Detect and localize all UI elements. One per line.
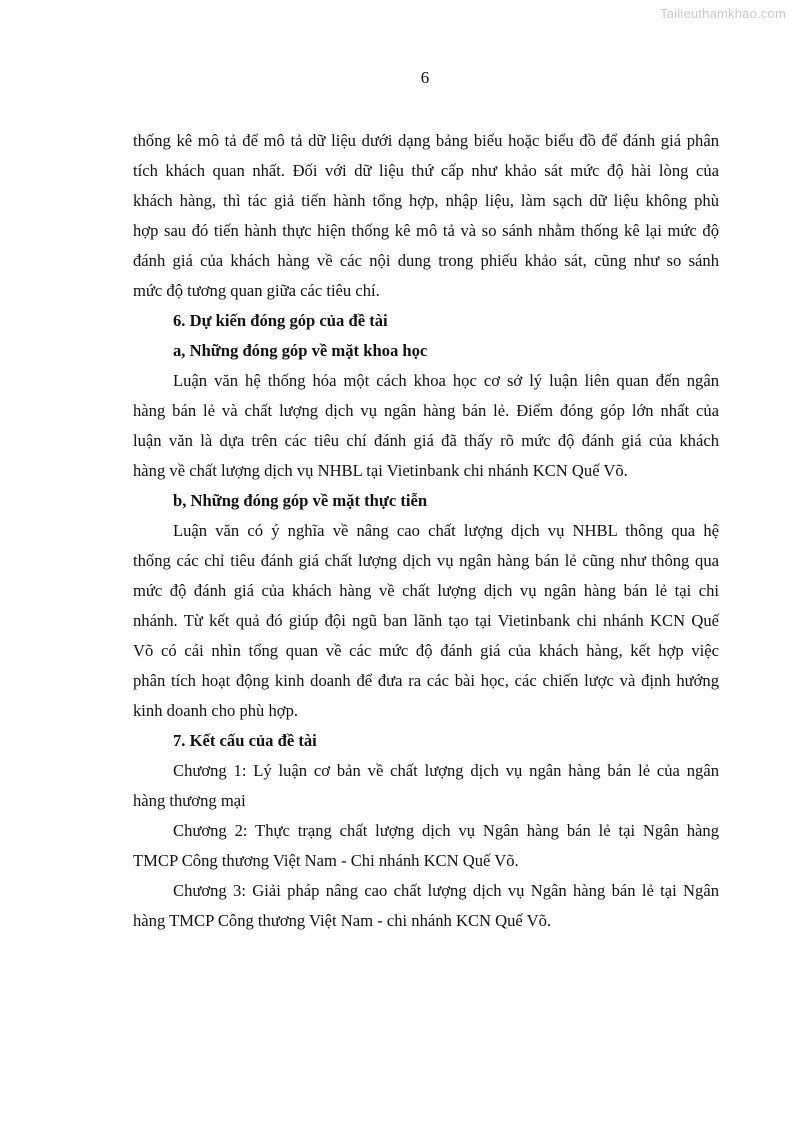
text-line: Luận văn hệ thống hóa một cách khoa học cơ sở lý luận liên quan đến ngân bbox=[173, 371, 719, 390]
text-line: nhánh. Từ kết quả đó giúp đội ngũ ban lãnh tạo tại Vietinbank chi nhánh KCN Quế bbox=[133, 611, 719, 630]
subheading-practical-contribution: b, Những đóng góp về mặt thực tiễn bbox=[173, 491, 428, 510]
text-line: mức độ tương quan giữa các tiêu chí. bbox=[133, 281, 380, 300]
text-line: TMCP Công thương Việt Nam - Chi nhánh KCN Quế Võ. bbox=[133, 851, 519, 870]
document-body bbox=[133, 126, 719, 936]
text-line: hàng thương mại bbox=[133, 791, 246, 810]
text-line: hàng về chất lượng dịch vụ NHBL tại Vietinbank chi nhánh KCN Quế Võ. bbox=[133, 461, 628, 480]
paragraph-methodology bbox=[133, 126, 719, 306]
text-line: Chương 3: Giải pháp nâng cao chất lượng dịch vụ Ngân hàng bán lẻ tại Ngân bbox=[173, 881, 719, 900]
section-heading-7: 7. Kết cấu của đề tài bbox=[173, 731, 317, 750]
chapter-3-description bbox=[133, 876, 719, 936]
text-line: Võ có cái nhìn tổng quan về các mức độ đánh giá của khách hàng, kết hợp việc bbox=[133, 641, 719, 660]
text-line: thống các chỉ tiêu đánh giá chất lượng dịch vụ ngân hàng bán lẻ cũng như thông qua bbox=[133, 551, 719, 570]
subheading-scientific-contribution: a, Những đóng góp về mặt khoa học bbox=[173, 341, 428, 360]
text-line: thống kê mô tả để mô tả dữ liệu dưới dạng bảng biểu hoặc biểu đồ để đánh giá phân bbox=[133, 131, 719, 150]
watermark: Tailieuthamkhao.com bbox=[660, 6, 786, 21]
chapter-2-description bbox=[133, 816, 719, 876]
page-number: 6 bbox=[420, 68, 430, 87]
text-line: khách hàng, thì tác giả tiến hành tổng hợp, nhập liệu, làm sạch dữ liệu không phù bbox=[133, 191, 719, 210]
text-line: kinh doanh cho phù hợp. bbox=[133, 701, 299, 720]
chapter-1-description bbox=[133, 756, 719, 816]
text-line: đánh giá của khách hàng về các nội dung trong phiếu khảo sát, cũng như so sánh bbox=[133, 251, 719, 270]
text-line: mức độ đánh giá của khách hàng về chất lượng dịch vụ ngân hàng bán lẻ tại chi bbox=[133, 581, 719, 600]
text-line: hàng TMCP Công thương Việt Nam - chi nhánh KCN Quế Võ. bbox=[133, 911, 552, 930]
paragraph-practical-contribution bbox=[133, 516, 719, 726]
text-line: tích khách quan nhất. Đối với dữ liệu thứ cấp như khảo sát mức độ hài lòng của bbox=[133, 161, 719, 180]
text-line: luận văn là dựa trên các tiêu chí đánh giá đã thấy rõ mức độ đánh giá của khách bbox=[133, 431, 719, 450]
text-line: hàng bán lẻ và chất lượng dịch vụ ngân hàng bán lẻ. Điểm đóng góp lớn nhất của bbox=[133, 401, 719, 420]
text-line: Luận văn có ý nghĩa về nâng cao chất lượng dịch vụ NHBL thông qua hệ bbox=[173, 521, 719, 540]
text-line: Chương 2: Thực trạng chất lượng dịch vụ Ngân hàng bán lẻ tại Ngân hàng bbox=[173, 821, 719, 840]
paragraph-scientific-contribution bbox=[133, 366, 719, 486]
section-heading-6: 6. Dự kiến đóng góp của đề tài bbox=[173, 311, 388, 330]
text-line: Chương 1: Lý luận cơ bản về chất lượng dịch vụ ngân hàng bán lẻ của ngân bbox=[173, 761, 719, 780]
text-line: hợp sau đó tiến hành thực hiện thống kê mô tả và so sánh nhằm thống kê lại mức độ bbox=[133, 221, 719, 240]
text-line: phân tích hoạt động kinh doanh để đưa ra các bài học, các chiến lược và định hướng bbox=[133, 671, 719, 690]
